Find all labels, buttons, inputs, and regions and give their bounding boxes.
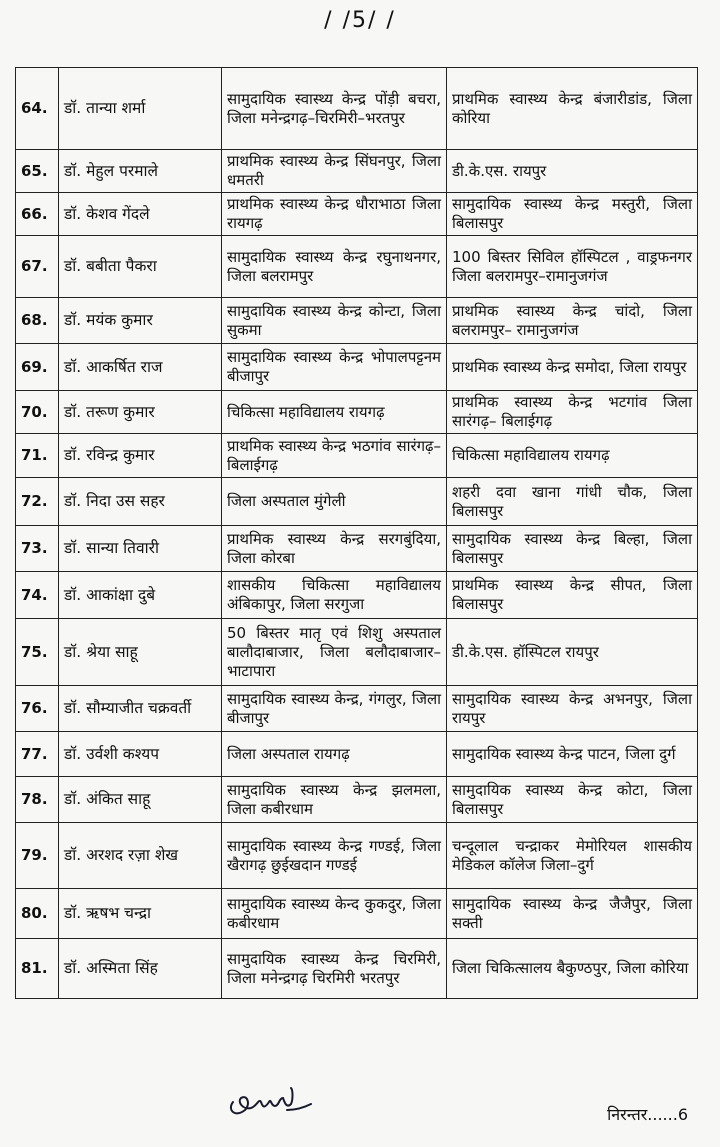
serial-number-cell: 71. (16, 434, 59, 478)
table-row (16, 823, 698, 889)
serial-number-cell: 65. (16, 150, 59, 193)
doctor-name-cell: डॉ. अंकित साहू (59, 777, 222, 823)
doctor-name-cell: डॉ. तरूण कुमार (59, 391, 222, 434)
table-row (16, 391, 698, 434)
table-row (16, 686, 698, 732)
new-posting-cell: शहरी दवा खाना गांधी चौक, जिला बिलासपुर (447, 478, 698, 526)
current-posting-cell: सामुदायिक स्वास्थ्य केन्द्र पोंड़ी बचरा, जिला मनेन्द्रगढ़–चिरमिरी–भरतपुर (222, 68, 447, 150)
new-posting-cell: प्राथमिक स्वास्थ्य केन्द्र बंजारीडांड, जिला कोरिया (447, 68, 698, 150)
table-row (16, 939, 698, 999)
current-posting-cell: सामुदायिक स्वास्थ्य केन्द्र चिरमिरी, जिला मनेन्द्रगढ़ चिरमिरी भरतपुर (222, 939, 447, 999)
serial-number-cell: 78. (16, 777, 59, 823)
table-row (16, 478, 698, 526)
table-row (16, 526, 698, 572)
serial-number-cell: 80. (16, 889, 59, 939)
doctor-name-cell: डॉ. सान्या तिवारी (59, 526, 222, 572)
current-posting-cell: प्राथमिक स्वास्थ्य केन्द्र सरगबुंदिया, जिला कोरबा (222, 526, 447, 572)
new-posting-cell: डी.के.एस. हॉस्पिटल रायपुर (447, 619, 698, 686)
current-posting-cell: सामुदायिक स्वास्थ्य केन्द्र रघुनाथनगर, जिला बलरामपुर (222, 236, 447, 298)
table-row (16, 68, 698, 150)
table-row (16, 434, 698, 478)
table-row (16, 150, 698, 193)
serial-number-cell: 70. (16, 391, 59, 434)
doctor-name-cell: डॉ. श्रेया साहू (59, 619, 222, 686)
current-posting-cell: प्राथमिक स्वास्थ्य केन्द्र भठगांव सारंगढ़– बिलाईगढ़ (222, 434, 447, 478)
doctor-name-cell: डॉ. केशव गेंदले (59, 193, 222, 236)
current-posting-cell: सामुदायिक स्वास्थ्य केन्द कुकदुर, जिला कबीरधाम (222, 889, 447, 939)
serial-number-cell: 77. (16, 732, 59, 777)
serial-number-cell: 81. (16, 939, 59, 999)
new-posting-cell: प्राथमिक स्वास्थ्य केन्द्र समोदा, जिला रायपुर (447, 344, 698, 391)
signature (225, 1080, 315, 1120)
doctor-name-cell: डॉ. मयंक कुमार (59, 298, 222, 344)
table-row (16, 619, 698, 686)
current-posting-cell: सामुदायिक स्वास्थ्य केन्द्र भोपालपट्टनम बीजापुर (222, 344, 447, 391)
serial-number-cell: 79. (16, 823, 59, 889)
doctor-name-cell: डॉ. ऋषभ चन्द्रा (59, 889, 222, 939)
continued-note: निरन्तर......6 (607, 1105, 688, 1124)
serial-number-cell: 75. (16, 619, 59, 686)
doctor-name-cell: डॉ. सौम्याजीत चक्रवर्ती (59, 686, 222, 732)
current-posting-cell: 50 बिस्तर मातृ एवं शिशु अस्पताल बालौदाबाजार, जिला बलौदाबाजार– भाटापारा (222, 619, 447, 686)
current-posting-cell: सामुदायिक स्वास्थ्य केन्द्र झलमला, जिला कबीरधाम (222, 777, 447, 823)
new-posting-cell: डी.के.एस. रायपुर (447, 150, 698, 193)
current-posting-cell: शासकीय चिकित्सा महाविद्यालय अंबिकापुर, जिला सरगुजा (222, 572, 447, 619)
serial-number-cell: 72. (16, 478, 59, 526)
doctor-name-cell: डॉ. आकर्षित राज (59, 344, 222, 391)
new-posting-cell: सामुदायिक स्वास्थ्य केन्द्र बिल्हा, जिला बिलासपुर (447, 526, 698, 572)
table-row (16, 298, 698, 344)
doctor-name-cell: डॉ. अस्मिता सिंह (59, 939, 222, 999)
serial-number-cell: 68. (16, 298, 59, 344)
doctor-name-cell: डॉ. तान्या शर्मा (59, 68, 222, 150)
new-posting-cell: जिला चिकित्सालय बैकुण्ठपुर, जिला कोरिया (447, 939, 698, 999)
new-posting-cell: चन्दूलाल चन्द्राकर मेमोरियल शासकीय मेडिकल कॉलेज जिला–दुर्ग (447, 823, 698, 889)
doctor-name-cell: डॉ. अरशद रज़ा शेख (59, 823, 222, 889)
table-row (16, 344, 698, 391)
current-posting-cell: प्राथमिक स्वास्थ्य केन्द्र सिंघनपुर, जिला धमतरी (222, 150, 447, 193)
transfer-table (15, 67, 698, 999)
serial-number-cell: 76. (16, 686, 59, 732)
current-posting-cell: चिकित्सा महाविद्यालय रायगढ़ (222, 391, 447, 434)
doctor-name-cell: डॉ. उर्वशी कश्यप (59, 732, 222, 777)
new-posting-cell: सामुदायिक स्वास्थ्य केन्द्र कोटा, जिला बिलासपुर (447, 777, 698, 823)
doctor-name-cell: डॉ. बबीता पैकरा (59, 236, 222, 298)
doctor-name-cell: डॉ. निदा उस सहर (59, 478, 222, 526)
current-posting-cell: जिला अस्पताल रायगढ़ (222, 732, 447, 777)
new-posting-cell: सामुदायिक स्वास्थ्य केन्द्र जैजैपुर, जिला सक्ती (447, 889, 698, 939)
serial-number-cell: 69. (16, 344, 59, 391)
table-row (16, 889, 698, 939)
new-posting-cell: सामुदायिक स्वास्थ्य केन्द्र मस्तुरी, जिला बिलासपुर (447, 193, 698, 236)
current-posting-cell: जिला अस्पताल मुंगेली (222, 478, 447, 526)
new-posting-cell: सामुदायिक स्वास्थ्य केन्द्र पाटन, जिला दुर्ग (447, 732, 698, 777)
serial-number-cell: 73. (16, 526, 59, 572)
page-number-header: / /5/ / (324, 8, 396, 33)
table-row (16, 732, 698, 777)
new-posting-cell: 100 बिस्तर सिविल हॉस्पिटल , वाड्रफनगर जिला बलरामपुर–रामानुजगंज (447, 236, 698, 298)
serial-number-cell: 67. (16, 236, 59, 298)
current-posting-cell: सामुदायिक स्वास्थ्य केन्द्र गण्डई, जिला खैरागढ़ छुईखदान गण्डई (222, 823, 447, 889)
new-posting-cell: प्राथमिक स्वास्थ्य केन्द्र चांदो, जिला बलरामपुर– रामानुजगंज (447, 298, 698, 344)
new-posting-cell: प्राथमिक स्वास्थ्य केन्द्र भटगांव जिला सारंगढ़– बिलाईगढ़ (447, 391, 698, 434)
doctor-name-cell: डॉ. आकांक्षा दुबे (59, 572, 222, 619)
table-row (16, 193, 698, 236)
table-row (16, 777, 698, 823)
serial-number-cell: 66. (16, 193, 59, 236)
table-row (16, 572, 698, 619)
doctor-name-cell: डॉ. मेहुल परमाले (59, 150, 222, 193)
new-posting-cell: प्राथमिक स्वास्थ्य केन्द्र सीपत, जिला बिलासपुर (447, 572, 698, 619)
transfer-table-body (16, 68, 698, 999)
new-posting-cell: सामुदायिक स्वास्थ्य केन्द्र अभनपुर, जिला रायपुर (447, 686, 698, 732)
table-row (16, 236, 698, 298)
current-posting-cell: प्राथमिक स्वास्थ्य केन्द्र धौराभाठा जिला रायगढ़ (222, 193, 447, 236)
current-posting-cell: सामुदायिक स्वास्थ्य केन्द्र, गंगलुर, जिला बीजापुर (222, 686, 447, 732)
new-posting-cell: चिकित्सा महाविद्यालय रायगढ़ (447, 434, 698, 478)
serial-number-cell: 64. (16, 68, 59, 150)
current-posting-cell: सामुदायिक स्वास्थ्य केन्द्र कोन्टा, जिला सुकमा (222, 298, 447, 344)
serial-number-cell: 74. (16, 572, 59, 619)
doctor-name-cell: डॉ. रविन्द्र कुमार (59, 434, 222, 478)
